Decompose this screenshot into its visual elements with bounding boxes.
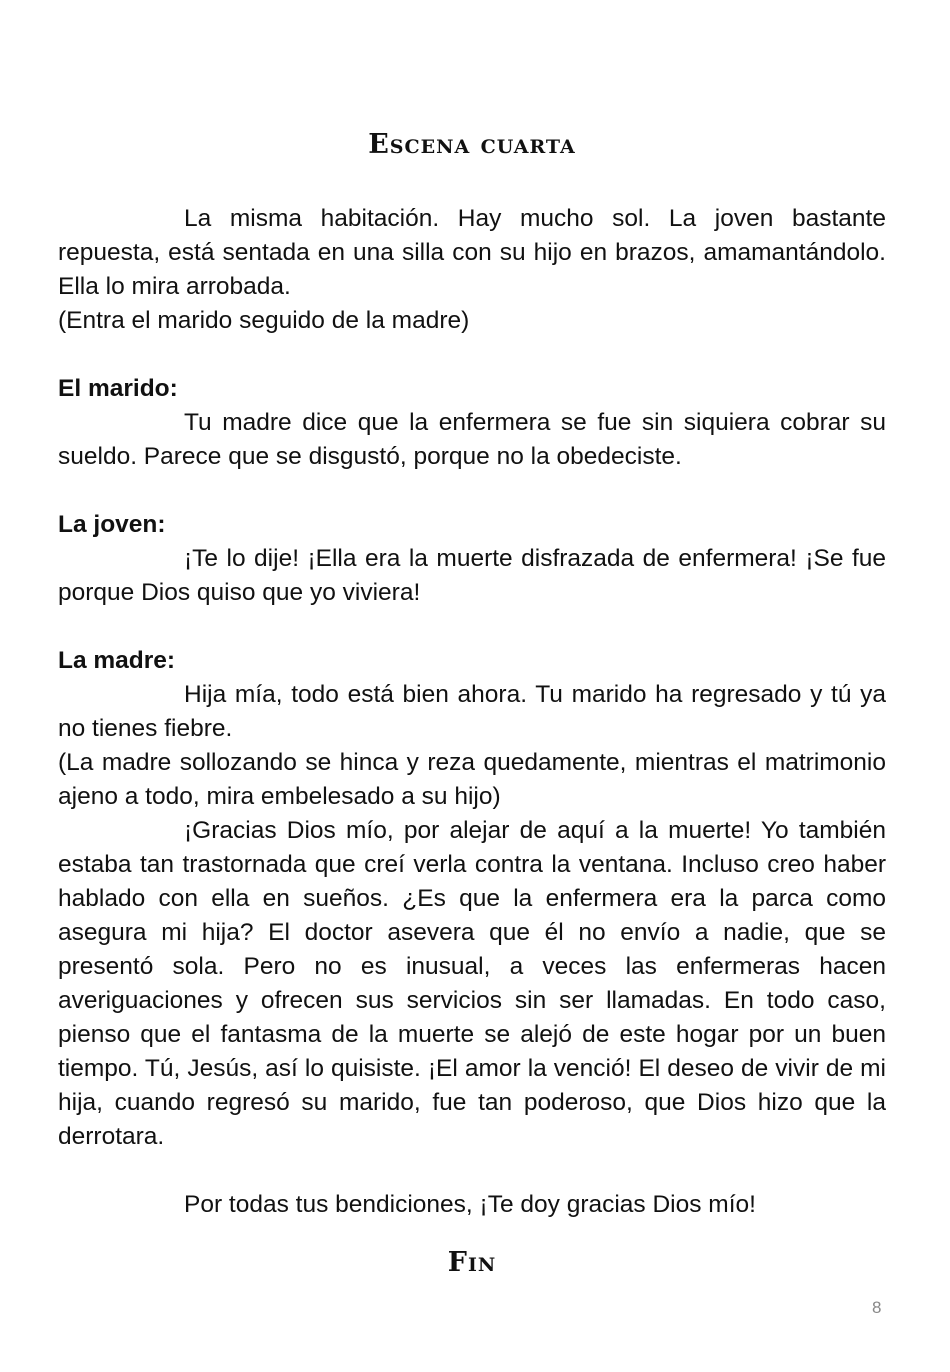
dialogue-line-young-woman: ¡Te lo dije! ¡Ella era la muerte disfrazada de enfermera! ¡Se fue porque Dios quiso que yo viviera!	[58, 545, 886, 606]
dialogue-line-husband: Tu madre dice que la enfermera se fue sin siquiera cobrar su sueldo. Parece que se disgustó, porque no la obedeciste.	[58, 409, 886, 470]
dialogue-line-mother: Hija mía, todo está bien ahora. Tu marido ha regresado y tú ya no tienes fiebre.	[58, 681, 886, 742]
scene-title: Escena cuarta	[368, 129, 576, 160]
speaker-name-husband: El marido:	[58, 375, 178, 402]
document-page	[58, 128, 886, 1280]
spacer	[58, 1154, 886, 1188]
stage-direction-mother: (La madre sollozando se hinca y reza quedamente, mientras el matrimonio ajeno a todo, mira embelesado a su hijo)	[58, 749, 886, 810]
dialogue-line-mother-prayer: ¡Gracias Dios mío, por alejar de aquí a la muerte! Yo también estaba tan trastornada que creí verla contra la ventana. Incluso creo haber hablado con ella en sueños. ¿Es que la enfermera era la parca como asegura mi hija? El doctor asevera que él no envío a nadie, que se presentó sola. Pero no es inusual, a veces las enfermeras hacen averiguaciones y ofrecen sus servicios sin ser llamadas. En todo caso, pienso que el fantasma de la muerte se alejó de este hogar por un buen tiempo. Tú, Jesús, así lo quisiste. ¡El amor la venció! El deseo de vivir de mi hija, cuando regresó su marido, fue tan poderoso, que Dios hizo que la derrotara.	[58, 817, 886, 1150]
stage-direction-intro: La misma habitación. Hay mucho sol. La joven bastante repuesta, está sentada en una silla con su hijo en brazos, amamantándolo. Ella lo mira arrobada.	[58, 205, 886, 300]
page-number: 8	[872, 1298, 882, 1317]
speaker-name-mother: La madre:	[58, 647, 176, 674]
speaker-name-young-woman: La joven:	[58, 511, 166, 538]
end-marker: Fin	[447, 1247, 497, 1278]
spacer	[58, 338, 886, 372]
spacer	[58, 610, 886, 644]
closing-line: Por todas tus bendiciones, ¡Te doy gracias Dios mío!	[184, 1191, 756, 1218]
spacer	[58, 474, 886, 508]
stage-direction-entry: (Entra el marido seguido de la madre)	[58, 307, 470, 334]
